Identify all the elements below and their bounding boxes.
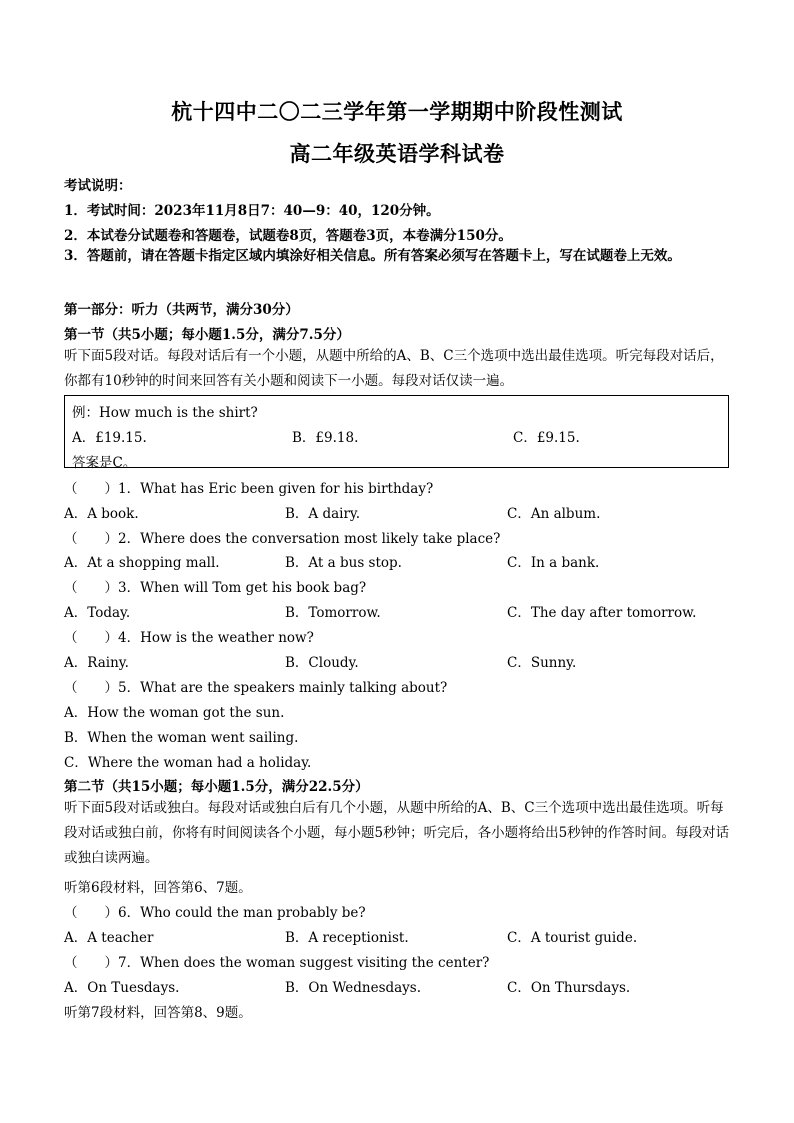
section2-directions: 听下面5段对话或独白。每段对话或独白后有几个小题，从题中所给的A、B、C三个选项中选出最佳选项。听每段对话或独白前，你将有时间阅读各个小题，每小题5秒钟；听完后，各小题将给出5秒钟的作答时间。每段对话或独白读两遍。 (64, 800, 730, 866)
question-3-option-c: C．The day after tomorrow. (507, 605, 697, 621)
question-2-option-c: C．In a bank. (507, 555, 600, 571)
part1-heading: 第一部分：听力（共两节，满分30分） (64, 302, 299, 318)
question-5-option-c: C．Where the woman had a holiday. (64, 755, 312, 771)
question-6-stem: （ ）6．Who could the man probably be? (64, 905, 366, 921)
instruction-item-2: 2．本试卷分试题卷和答题卷，试题卷8页，答题卷3页，本卷满分150分。 (64, 228, 512, 244)
section2-heading: 第二节（共15小题；每小题1.5分，满分22.5分） (64, 779, 369, 795)
question-5-stem: （ ）5．What are the speakers mainly talking about? (64, 680, 448, 696)
exam-subtitle: 高二年级英语学科试卷 (289, 141, 505, 166)
section1-directions: 听下面5段对话。每段对话后有一个小题，从题中所给的A、B、C三个选项中选出最佳选项。听完每段对话后，你都有10秒钟的时间来回答有关小题和阅读下一小题。每段对话仅读一遍。 (64, 348, 724, 389)
question-4-stem: （ ）4．How is the weather now? (64, 630, 314, 646)
instruction-item-3: 3．答题前，请在答题卡指定区域内填涂好相关信息。所有答案必须写在答题卡上，写在试题卷上无效。 (64, 248, 681, 264)
instruction-item-1: 1．考试时间：2023年11月8日7：40—9：40，120分钟。 (64, 203, 440, 219)
question-4-option-c: C．Sunny. (507, 655, 577, 671)
question-3-stem: （ ）3．When will Tom get his book bag? (64, 580, 367, 596)
question-7-stem: （ ）7．When does the woman suggest visiting the center? (64, 955, 490, 971)
material-7-note: 听第7段材料，回答第8、9题。 (64, 1005, 252, 1021)
question-7-option-c: C．On Thursdays. (507, 980, 631, 996)
question-2-stem: （ ）2．Where does the conversation most likely take place? (64, 531, 501, 547)
question-1-option-a: A．A book. (64, 506, 139, 522)
question-1-option-b: B．A dairy. (285, 506, 361, 522)
question-7-option-b: B．On Wednesdays. (285, 980, 422, 996)
section1-heading: 第一节（共5小题；每小题1.5分，满分7.5分） (64, 327, 350, 343)
example-question: 例：How much is the shirt? (72, 405, 258, 421)
question-6-option-b: B．A receptionist. (285, 930, 409, 946)
example-answer: 答案是C。 (72, 455, 137, 471)
question-6-option-a: A．A teacher (64, 930, 154, 946)
question-3-option-a: A．Today. (64, 605, 131, 621)
question-4-option-a: A．Rainy. (64, 655, 129, 671)
question-5-option-b: B．When the woman went sailing. (64, 730, 299, 746)
question-1-stem: （ ）1．What has Eric been given for his birthday? (64, 481, 434, 497)
question-2-option-a: A．At a shopping mall. (64, 555, 220, 571)
example-option-b: B．£9.18. (292, 430, 359, 446)
example-option-a: A．£19.15. (72, 430, 147, 446)
question-3-option-b: B．Tomorrow. (285, 605, 381, 621)
material-6-note: 听第6段材料，回答第6、7题。 (64, 880, 252, 896)
question-5-option-a: A．How the woman got the sun. (64, 705, 285, 721)
question-6-option-c: C．A tourist guide. (507, 930, 638, 946)
instructions-heading: 考试说明： (64, 178, 132, 194)
question-2-option-b: B．At a bus stop. (285, 555, 402, 571)
question-1-option-c: C．An album. (507, 506, 601, 522)
question-7-option-a: A．On Tuesdays. (64, 980, 180, 996)
exam-title: 杭十四中二〇二三学年第一学期期中阶段性测试 (171, 99, 623, 124)
example-option-c: C．£9.15. (513, 430, 580, 446)
question-4-option-b: B．Cloudy. (285, 655, 359, 671)
